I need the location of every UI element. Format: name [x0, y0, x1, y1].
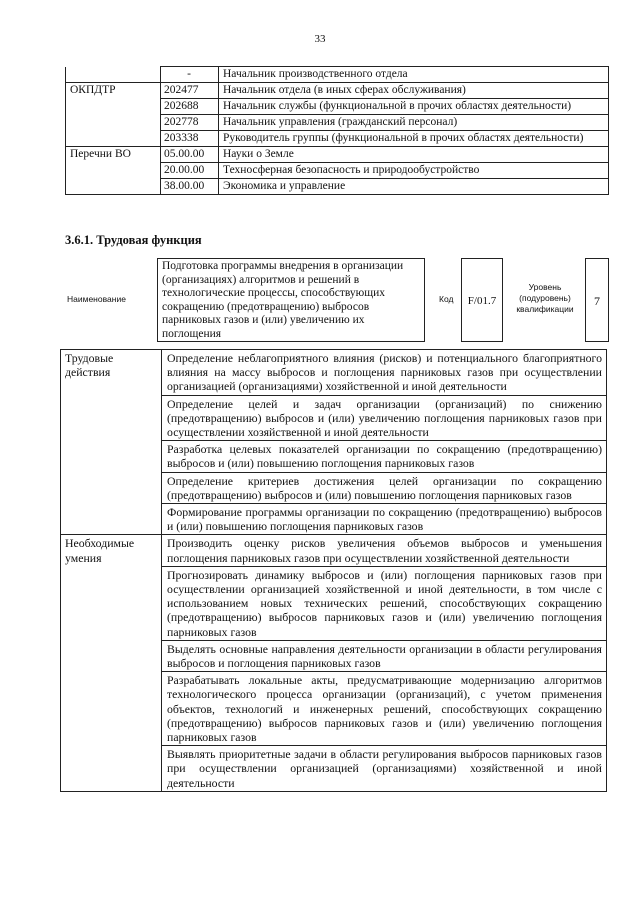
name-cell: Начальник управления (гражданский персонал)	[219, 115, 609, 131]
skill-item: Выявлять приоритетные задачи в области регулирования выбросов парниковых газов при осуществлении организацией (организациями) хозяйственной и иной деятельности	[162, 746, 607, 792]
name-cell: Начальник производственного отдела	[219, 67, 609, 83]
code-cell: 202688	[161, 99, 219, 115]
category-cell: Перечни ВО	[66, 147, 161, 163]
code-cell: -	[161, 67, 219, 83]
name-cell: Начальник службы (функциональной в прочих областях деятельности)	[219, 99, 609, 115]
labor-action-item: Определение критериев достижения целей организации по сокращению (предотвращению) выбросов и (или) повышению поглощения парниковых газов	[162, 472, 607, 503]
qualification-codes-table	[65, 66, 609, 195]
function-name-value: Подготовка программы внедрения в организации (организациях) алгоритмов и решений в технологические процессы, способствующих сокращению (предотвращению) выбросов парниковых газов и (или) увеличению их поглощения	[157, 258, 425, 342]
labor-function-table	[60, 349, 607, 792]
level-value: 7	[585, 258, 609, 342]
skill-item: Разрабатывать локальные акты, предусматривающие модернизацию алгоритмов технологического процесса организации (организаций), с учетом применения объектов, технологий и инженерных решений, способствующих сокращению (предотвращению) выбросов парниковых газов и (или) увеличению поглощения парниковых газов	[162, 672, 607, 746]
category-cell	[66, 179, 161, 195]
code-value: F/01.7	[461, 258, 503, 342]
section-title: 3.6.1. Трудовая функция	[65, 233, 202, 247]
table-row	[66, 67, 609, 83]
skill-item: Прогнозировать динамику выбросов и (или) поглощения парниковых газов при осуществлении организацией хозяйственной и иной деятельности, в том числе с использованием новых технических решений, способствующих сокращению (предотвращению) выбросов парниковых газов и (или) увеличению поглощения парниковых газов	[162, 566, 607, 640]
code-cell: 38.00.00	[161, 179, 219, 195]
table-row	[66, 163, 609, 179]
skill-item: Производить оценку рисков увеличения объемов выбросов и уменьшения поглощения парниковых газов при осуществлении хозяйственной деятельности	[162, 535, 607, 566]
page-number: 33	[314, 33, 326, 45]
code-cell: 203338	[161, 131, 219, 147]
code-cell: 202778	[161, 115, 219, 131]
category-cell	[66, 67, 161, 83]
category-cell	[66, 115, 161, 131]
table-row	[66, 99, 609, 115]
code-cell: 05.00.00	[161, 147, 219, 163]
skills-label: Необходимые умения	[61, 535, 162, 791]
labor-action-item: Разработка целевых показателей организации по сокращению (предотвращению) выбросов и (или) повышению поглощения парниковых газов	[162, 441, 607, 472]
level-label: Уровень (подуровень) квалификации	[516, 282, 574, 314]
skill-item: Выделять основные направления деятельности организации в области регулирования выбросов и поглощения парниковых газов	[162, 640, 607, 671]
name-cell: Экономика и управление	[219, 179, 609, 195]
labor-action-item: Формирование программы организации по сокращению (предотвращению) выбросов и (или) повышению поглощения парниковых газов	[162, 504, 607, 535]
name-cell: Начальник отдела (в иных сферах обслуживания)	[219, 83, 609, 99]
labor-action-item: Определение неблагоприятного влияния (рисков) и потенциального благоприятного влияния на массу выбросов и поглощения парниковых газов при осуществлении организацией (организациями) хозяйственной и иной деятельности	[162, 350, 607, 396]
category-cell	[66, 163, 161, 179]
category-cell	[66, 99, 161, 115]
table-row	[61, 350, 607, 396]
category-cell: ОКПДТР	[66, 83, 161, 99]
table-row	[66, 179, 609, 195]
name-cell: Науки о Земле	[219, 147, 609, 163]
table-row	[66, 147, 609, 163]
code-cell: 20.00.00	[161, 163, 219, 179]
category-cell	[66, 131, 161, 147]
name-cell: Руководитель группы (функциональной в прочих областях деятельности)	[219, 131, 609, 147]
name-label: Наименование	[67, 294, 126, 304]
table-row	[61, 535, 607, 566]
labor-actions-label: Трудовые действия	[61, 350, 162, 535]
code-cell: 202477	[161, 83, 219, 99]
labor-action-item: Определение целей и задач организации (организаций) по снижению (предотвращению) выбросов и (или) увеличению поглощения парниковых газов при осуществлении хозяйственной и иной деятельности	[162, 395, 607, 441]
table-row	[66, 131, 609, 147]
name-cell: Техносферная безопасность и природообустройство	[219, 163, 609, 179]
table-row	[66, 83, 609, 99]
table-row	[66, 115, 609, 131]
code-label: Код	[439, 294, 454, 304]
